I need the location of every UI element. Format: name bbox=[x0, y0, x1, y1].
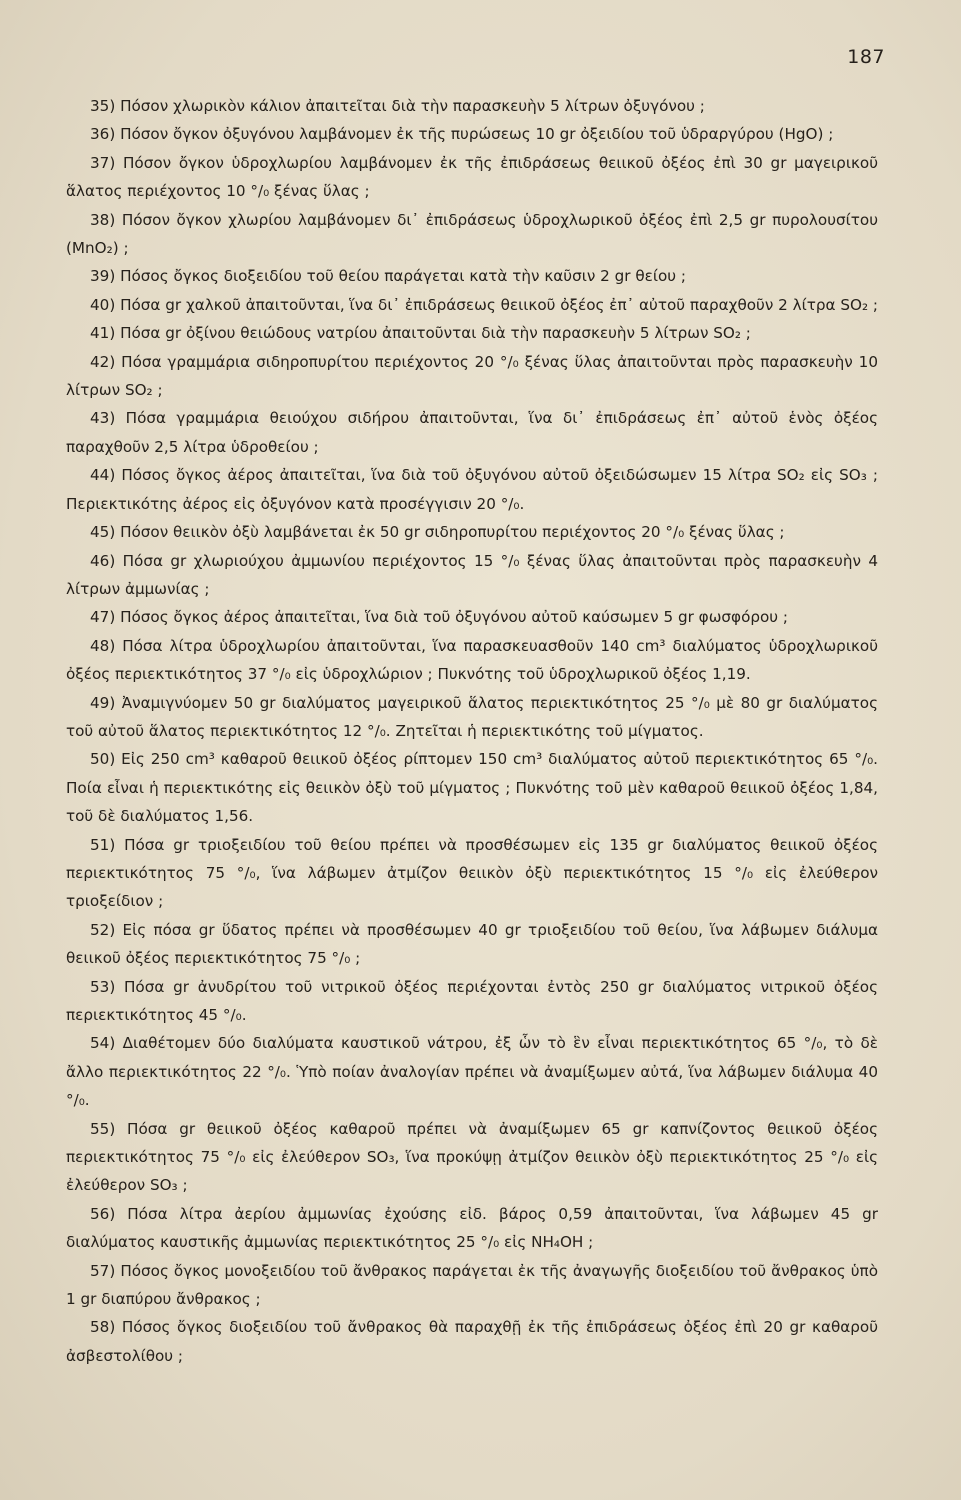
problem-39: 39) Πόσος ὄγκος διοξειδίου τοῦ θείου παράγεται κατὰ τὴν καῦσιν 2 gr θείου ; bbox=[90, 267, 687, 286]
problem-55: 55) Πόσα gr θειικοῦ ὀξέος καθαροῦ πρέπει νὰ ἀναμίξωμεν 65 gr καπνίζοντος θειικοῦ ὀξέος περιεκτικότητος 75 °/₀ εἰς ἐλεύθερον SO₃, ἵνα προκύψῃ ἀτμίζον θειικὸν ὀξὺ περιεκτικότητος 25 °/₀ εἰς ἐλεύθερον SO₃ ; bbox=[66, 1119, 878, 1195]
problem-52: 52) Εἰς πόσα gr ὕδατος πρέπει νὰ προσθέσωμεν 40 gr τριοξειδίου τοῦ θείου, ἵνα λάβωμεν διάλυμα θειικοῦ ὀξέος περιεκτικότητος 75 °/₀ ; bbox=[66, 920, 878, 968]
problem-38: 38) Πόσον ὄγκον χλωρίου λαμβάνομεν δι᾽ ἐπιδράσεως ὑδροχλωρικοῦ ὀξέος ἐπὶ 2,5 gr πυρολουσίτου (MnO₂) ; bbox=[66, 210, 878, 258]
problem-46: 46) Πόσα gr χλωριούχου ἀμμωνίου περιέχοντος 15 °/₀ ξένας ὕλας ἀπαιτοῦνται πρὸς παρασκευὴν 4 λίτρων ἀμμωνίας ; bbox=[66, 551, 878, 598]
problem-list bbox=[66, 92, 878, 1370]
problem-43: 43) Πόσα γραμμάρια θειούχου σιδήρου ἀπαιτοῦνται, ἵνα δι᾽ ἐπιδράσεως ἐπ᾽ αὐτοῦ ἑνὸς ὀξέος παραχθοῦν 2,5 λίτρα ὑδροθείου ; bbox=[66, 409, 878, 456]
problem-42: 42) Πόσα γραμμάρια σιδηροπυρίτου περιέχοντος 20 °/₀ ξένας ὕλας ἀπαιτοῦνται πρὸς παρασκευὴν 10 λίτρων SO₂ ; bbox=[66, 352, 878, 400]
problem-37: 37) Πόσον ὄγκον ὑδροχλωρίου λαμβάνομεν ἐκ τῆς ἐπιδράσεως θειικοῦ ὀξέος ἐπὶ 30 gr μαγειρικοῦ ἅλατος περιέχοντος 10 °/₀ ξένας ὕλας ; bbox=[66, 153, 878, 201]
problem-47: 47) Πόσος ὄγκος ἀέρος ἀπαιτεῖται, ἵνα διὰ τοῦ ὀξυγόνου αὐτοῦ καύσωμεν 5 gr φωσφόρου ; bbox=[90, 608, 789, 627]
problem-36: 36) Πόσον ὄγκον ὀξυγόνου λαμβάνομεν ἐκ τῆς πυρώσεως 10 gr ὀξειδίου τοῦ ὑδραργύρου (HgO) ; bbox=[90, 125, 834, 144]
problem-49: 49) Ἀναμιγνύομεν 50 gr διαλύματος μαγειρικοῦ ἅλατος περιεκτικότητος 25 °/₀ μὲ 80 gr διαλύματος τοῦ αὐτοῦ ἅλατος περιεκτικότητος 12 °/₀. Ζητεῖται ἡ περιεκτικότης τοῦ μίγματος. bbox=[66, 693, 878, 740]
problem-50: 50) Εἰς 250 cm³ καθαροῦ θειικοῦ ὀξέος ρίπτομεν 150 cm³ διαλύματος αὐτοῦ περιεκτικότητος 65 °/₀. Ποία εἶναι ἡ περιεκτικότης εἰς θειικὸν ὀξὺ τοῦ μίγματος ; Πυκνότης τοῦ μὲν καθαροῦ θειικοῦ ὀξέος 1,84, τοῦ δὲ διαλύματος 1,56. bbox=[66, 750, 878, 826]
problem-35: 35) Πόσον χλωρικὸν κάλιον ἀπαιτεῖται διὰ τὴν παρασκευὴν 5 λίτρων ὀξυγόνου ; bbox=[90, 97, 705, 115]
problem-56: 56) Πόσα λίτρα ἀερίου ἀμμωνίας ἐχούσης εἰδ. βάρος 0,59 ἀπαιτοῦνται, ἵνα λάβωμεν 45 gr διαλύματος καυστικῆς ἀμμωνίας περιεκτικότητος 25 °/₀ εἰς NH₄OH ; bbox=[66, 1204, 878, 1252]
problem-48: 48) Πόσα λίτρα ὑδροχλωρίου ἀπαιτοῦνται, ἵνα παρασκευασθοῦν 140 cm³ διαλύματος ὑδροχλωρικοῦ ὀξέος περιεκτικότητος 37 °/₀ εἰς ὑδροχλώριον ; Πυκνότης τοῦ ὑδροχλωρικοῦ ὀξέος 1,19. bbox=[66, 636, 878, 684]
problem-45: 45) Πόσον θειικὸν ὀξὺ λαμβάνεται ἐκ 50 gr σιδηροπυρίτου περιέχοντος 20 °/₀ ξένας ὕλας ; bbox=[90, 523, 785, 542]
problem-51: 51) Πόσα gr τριοξειδίου τοῦ θείου πρέπει νὰ προσθέσωμεν εἰς 135 gr διαλύματος θειικοῦ ὀξέος περιεκτικότητος 75 °/₀, ἵνα λάβωμεν ἀτμίζον θειικὸν ὀξὺ περιεκτικότητος 15 °/₀ εἰς ἐλεύθερον τριοξείδιον ; bbox=[66, 835, 878, 911]
problem-58: 58) Πόσος ὄγκος διοξειδίου τοῦ ἄνθρακος θὰ παραχθῇ ἐκ τῆς ἐπιδράσεως ὀξέος ἐπὶ 20 gr καθαροῦ ἀσβεστολίθου ; bbox=[66, 1318, 878, 1365]
problem-53: 53) Πόσα gr ἀνυδρίτου τοῦ νιτρικοῦ ὀξέος περιέχονται ἐντὸς 250 gr διαλύματος νιτρικοῦ ὀξέος περιεκτικότητος 45 °/₀. bbox=[66, 977, 878, 1024]
problem-44: 44) Πόσος ὄγκος ἀέρος ἀπαιτεῖται, ἵνα διὰ τοῦ ὀξυγόνου αὐτοῦ ὀξειδώσωμεν 15 λίτρα SO₂ εἰς SO₃ ; Περιεκτικότης ἀέρος εἰς ὀξυγόνον κατὰ προσέγγισιν 20 °/₀. bbox=[66, 466, 878, 513]
problem-54: 54) Διαθέτομεν δύο διαλύματα καυστικοῦ νάτρου, ἐξ ὧν τὸ ἓν εἶναι περιεκτικότητος 65 °/₀, τὸ δὲ ἄλλο περιεκτικότητος 22 °/₀. Ὑπὸ ποίαν ἀναλογίαν πρέπει νὰ ἀναμίξωμεν αὐτά, ἵνα λάβωμεν διάλυμα 40 °/₀. bbox=[66, 1034, 878, 1110]
problem-57: 57) Πόσος ὄγκος μονοξειδίου τοῦ ἄνθρακος παράγεται ἐκ τῆς ἀναγωγῆς διοξειδίου τοῦ ἄνθρακος ὑπὸ 1 gr διαπύρου ἄνθρακος ; bbox=[66, 1261, 878, 1309]
page-number: 187 bbox=[847, 46, 885, 68]
problem-40: 40) Πόσα gr χαλκοῦ ἀπαιτοῦνται, ἵνα δι᾽ ἐπιδράσεως θειικοῦ ὀξέος ἐπ᾽ αὐτοῦ παραχθοῦν 2 λίτρα SO₂ ; bbox=[90, 295, 878, 314]
problem-41: 41) Πόσα gr ὀξίνου θειώδους νατρίου ἀπαιτοῦνται διὰ τὴν παρασκευὴν 5 λίτρων SO₂ ; bbox=[90, 324, 751, 343]
